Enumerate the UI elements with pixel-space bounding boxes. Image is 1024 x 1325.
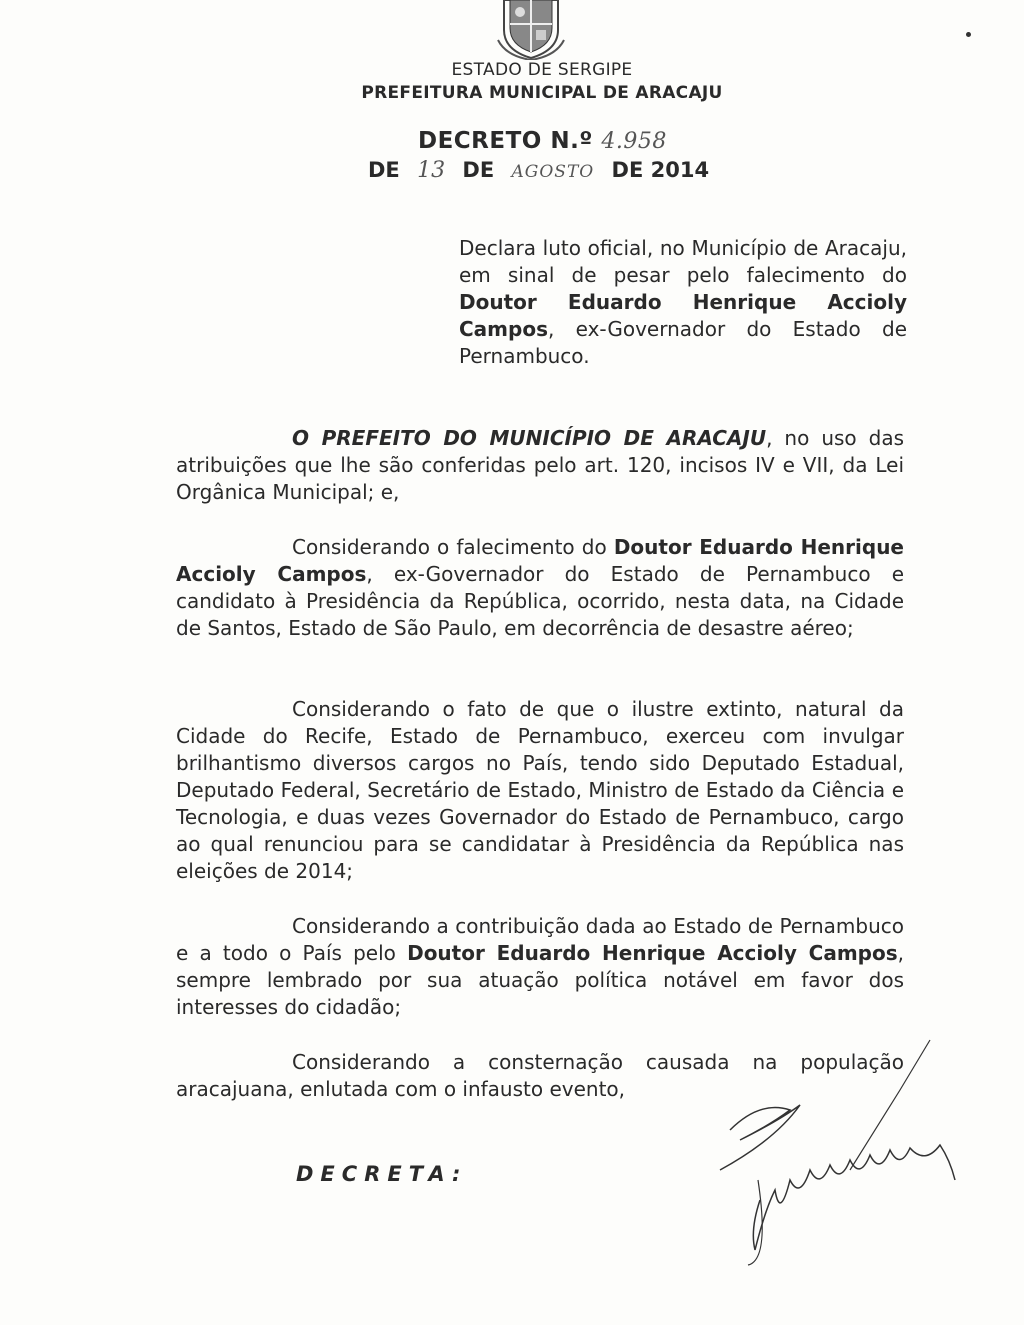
- considerando-3-bold: Doutor Eduardo Henrique Accioly Campos: [407, 941, 898, 965]
- state-name: ESTADO DE SERGIPE: [451, 60, 633, 80]
- preamble-authority: O PREFEITO DO MUNICÍPIO DE ARACAJU: [292, 426, 767, 450]
- coat-of-arms-icon: [496, 0, 566, 60]
- considerando-1-rest: , ex-Governador do Estado de Pernambuco e candidato à Presidência da República, ocorrido, nesta data, na Cidade de Santos, Estado de São Paulo, em decorrência de desastre aéreo;: [176, 562, 905, 640]
- ementa-part-2: , ex-Governador do Estado de Pernambuco.: [459, 317, 907, 368]
- ementa-name: Doutor Eduardo Henrique Accioly Campos: [459, 290, 907, 341]
- decree-date: [368, 158, 719, 183]
- prefeitura-name: PREFEITURA MUNICIPAL DE ARACAJU: [361, 83, 723, 103]
- signature: [700, 1030, 980, 1270]
- considerando-2-text: Considerando o fato de que o ilustre extinto, natural da Cidade do Recife, Estado de Pernambuco, exerceu com invulgar brilhantismo diversos cargos no País, tendo sido Deputado Estadual, Deputado Federal, Secretário de Estado, Ministro de Estado da Ciência e Tecnologia, e duas vezes Governador do Estado de Pernambuco, cargo ao qual renunciou para se candidatar à Presidência da República nas eleições de 2014;: [176, 697, 904, 883]
- ementa: [459, 235, 907, 370]
- date-year: DE 2014: [611, 158, 710, 182]
- preamble-text: , no uso das atribuições que lhe são conferidas pelo art. 120, incisos IV e VII, da Lei Orgânica Municipal; e,: [176, 426, 905, 504]
- preamble: [176, 425, 904, 506]
- considerando-2: [176, 696, 904, 885]
- considerando-3-rest: , sempre lembrado por sua atuação política notável em favor dos interesses do cidadão;: [176, 941, 905, 1019]
- considerando-1-lead: Considerando o falecimento do: [292, 535, 614, 559]
- considerando-1: [176, 534, 904, 642]
- date-de-1: DE: [368, 158, 400, 182]
- considerando-3: [176, 913, 904, 1021]
- decree-title: [418, 128, 667, 154]
- ementa-part-1: Declara luto oficial, no Município de Aracaju, em sinal de pesar pelo falecimento do: [459, 236, 907, 287]
- decree-title-prefix: DECRETO N.º: [418, 128, 593, 154]
- day-handwritten: 13: [417, 158, 446, 183]
- decree-number-handwritten: 4.958: [601, 129, 667, 154]
- considerando-3-lead: Considerando a contribuição dada ao Estado de Pernambuco e a todo o País pelo: [176, 914, 904, 965]
- date-de-2: DE: [462, 158, 495, 182]
- considerando-1-bold: Doutor Eduardo Henrique Accioly Campos: [176, 535, 904, 586]
- considerando-4-text: Considerando a consternação causada na população aracajuana, enlutada com o infausto evento,: [176, 1050, 904, 1101]
- scan-speck: [966, 32, 971, 37]
- decreta-heading: DECRETA:: [296, 1162, 468, 1186]
- month-handwritten: AGOSTO: [511, 162, 595, 182]
